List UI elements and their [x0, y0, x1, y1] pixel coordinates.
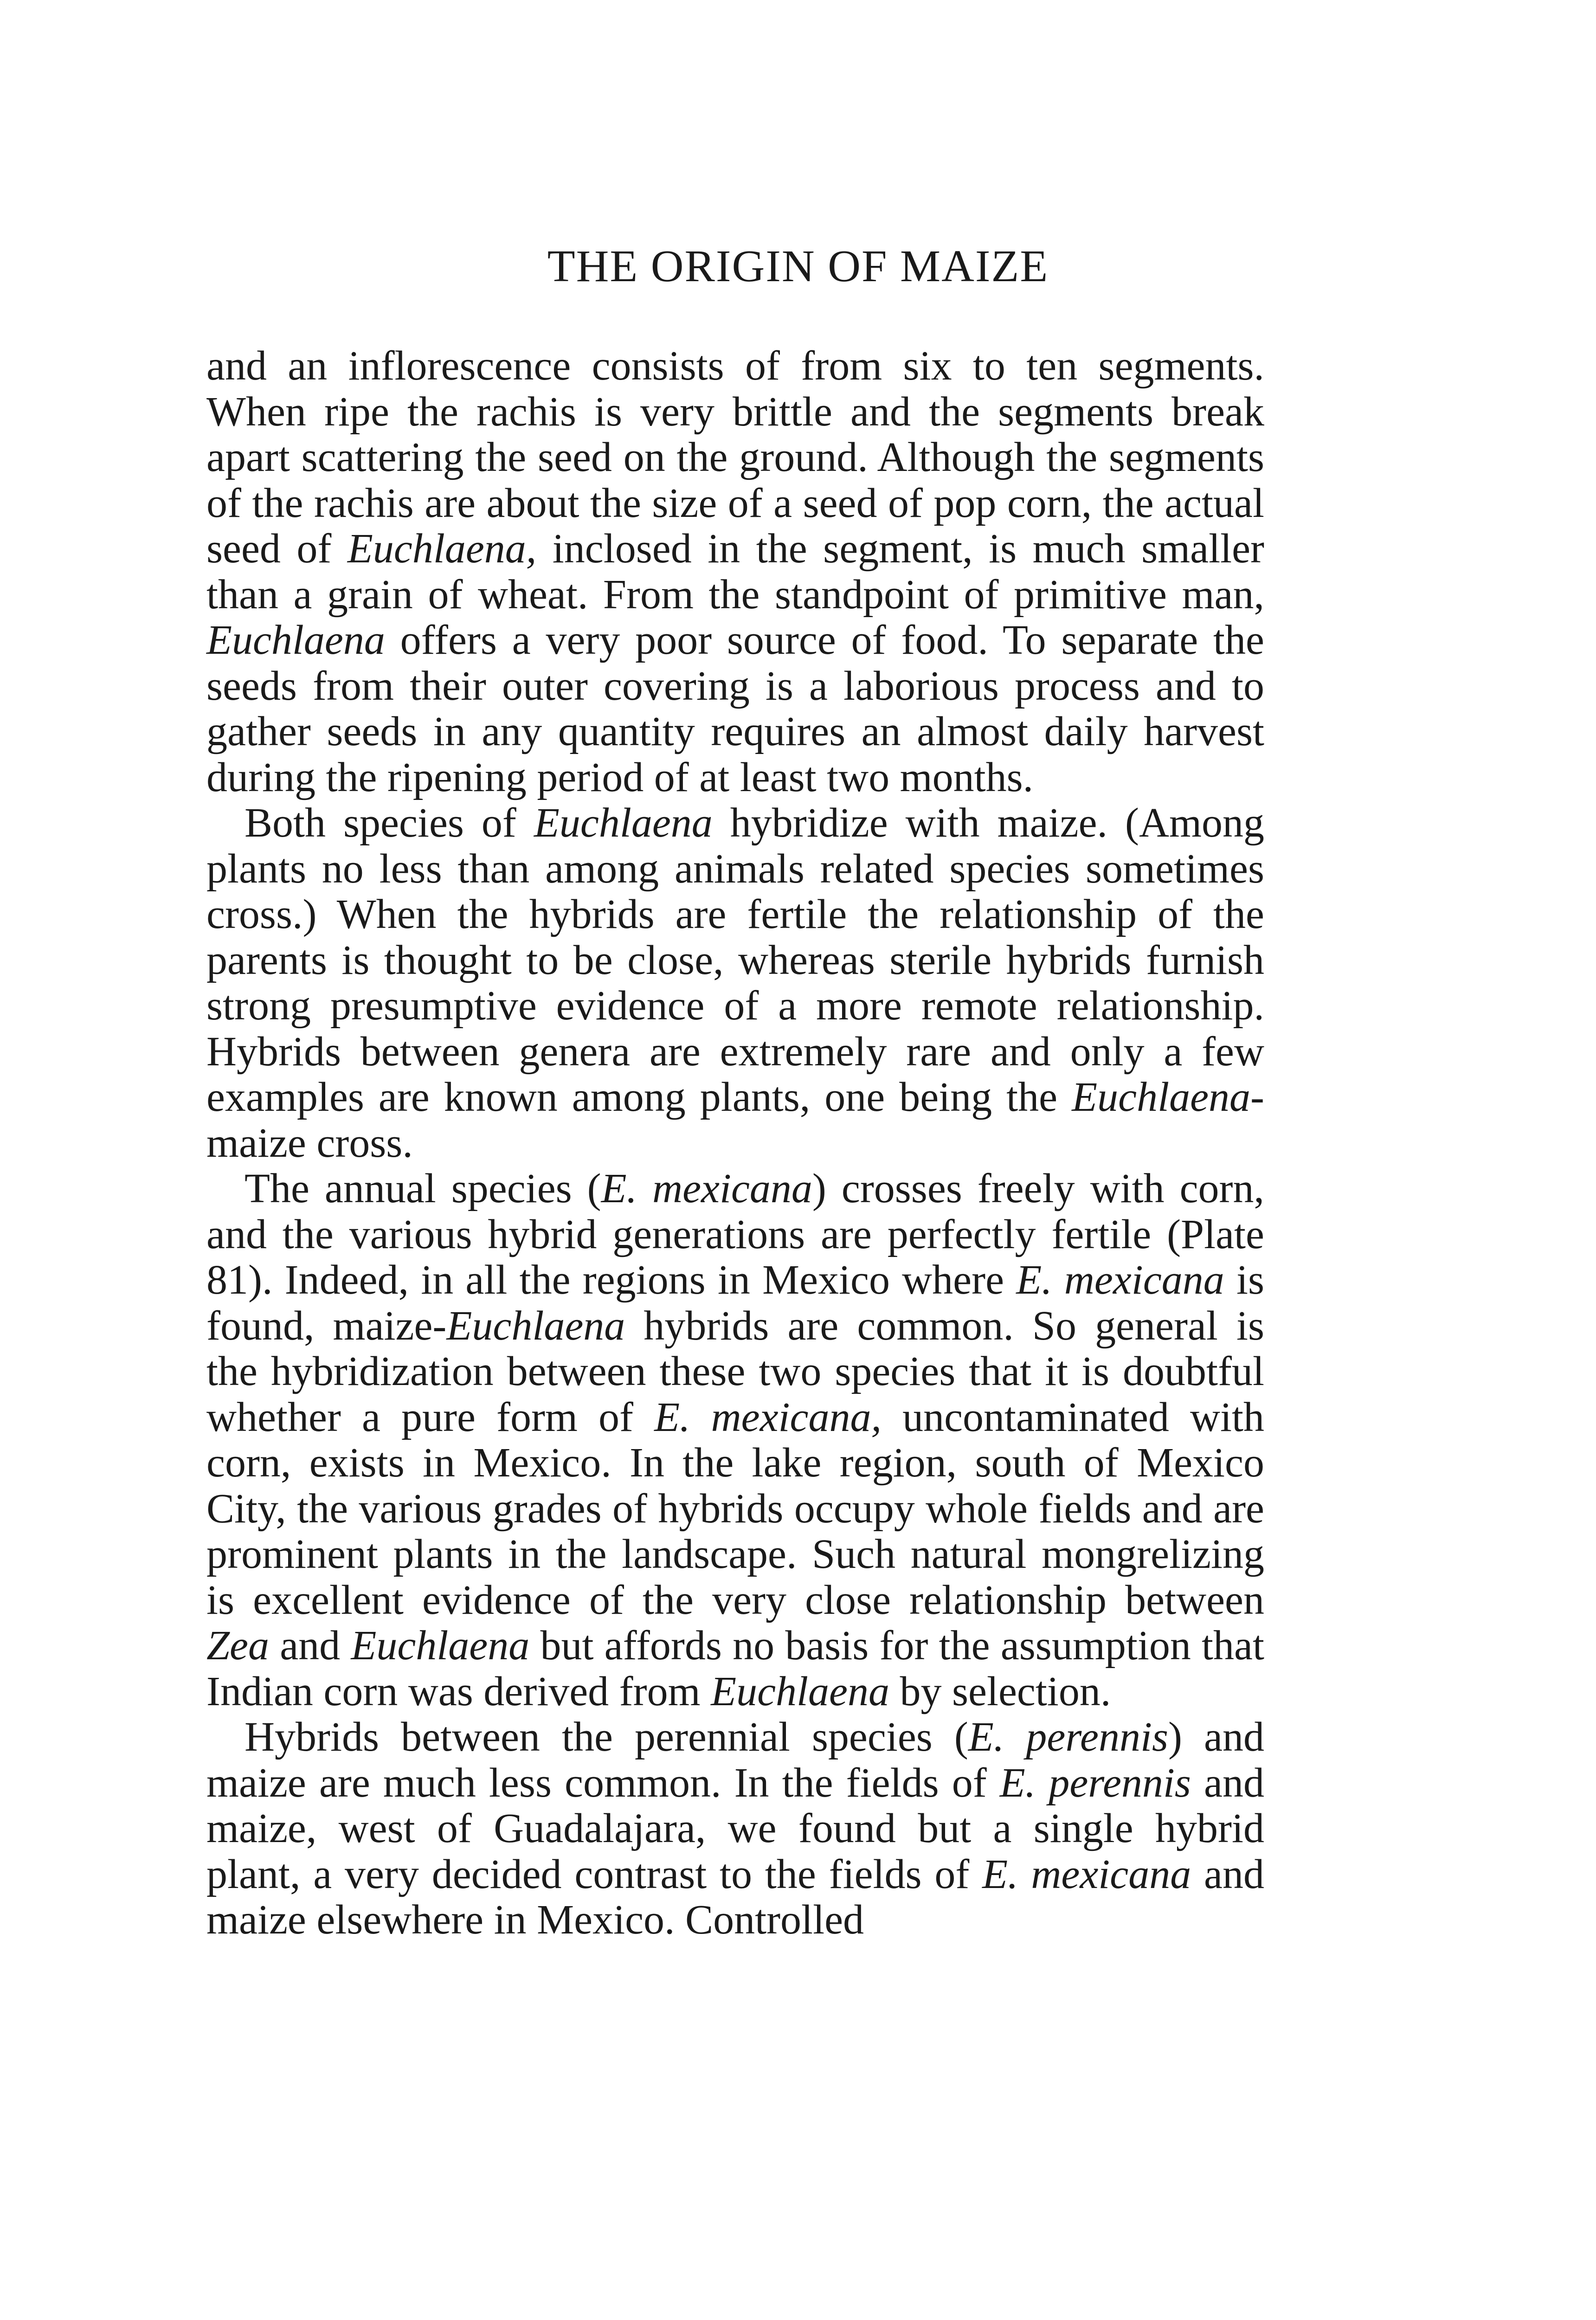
text-run: The annual species (	[245, 1166, 601, 1212]
text-run: ) and maize are much less common. In the fields of	[206, 1714, 1264, 1806]
text-run: inclosed in the segment, is much smaller than a grain of wheat. From the standpoint of primitive man,	[206, 526, 1264, 618]
text-run: Both species of	[245, 800, 534, 846]
text-run: and maize, west of Guadalajara, we found but a single hybrid plant, a very decided contrast to the fields of	[206, 1759, 1264, 1897]
text-run: -maize cross.	[206, 1074, 1264, 1166]
text-run: offers a very poor source of food. To separate the seeds from their outer covering is a laborious process and to gather seeds in any quantity requires an almost daily harvest during the ripening period of at least two months.	[206, 617, 1264, 800]
paragraph-2	[206, 800, 1264, 1166]
italic-term: E. perennis	[968, 1714, 1168, 1760]
text-run: and maize elsewhere in Mexico. Controlled	[206, 1851, 1264, 1943]
body-text	[206, 343, 1264, 1943]
text-run: ) crosses freely with corn, and the various hybrid generations are perfectly fertile (Plate 81). Indeed, in all the regions in Mexico where	[206, 1166, 1264, 1303]
text-run: hybridize with maize. (Among plants no less than among animals related species sometimes cross.) When the hybrids are fertile the relationship of the parents is thought to be close, whereas sterile hybrids furnish strong presumptive evidence of a more remote relationship. Hybrids between genera are extremely rare and only a few examples are known among plants, one being the	[206, 800, 1264, 1120]
running-head-title: THE ORIGIN OF MAIZE	[547, 241, 1049, 291]
italic-term: Euchlaena	[351, 1623, 530, 1669]
text-run: but affords no basis for the assumption that Indian corn was derived from	[206, 1623, 1264, 1714]
italic-term: E. mexicana	[1016, 1257, 1224, 1303]
text-run: and an inflorescence consists of from six to ten segments. When ripe the rachis is very brittle and the segments break apart scattering the seed on the ground. Although the segments of the rachis are about the size of a seed of pop corn, the actual seed of	[206, 343, 1264, 572]
italic-term: Euchlaena	[711, 1668, 889, 1714]
text-run: hybrids are common. So general is the hybridization between these two species that it is doubtful whether a pure form of	[206, 1302, 1265, 1440]
italic-term: Euchlaena	[446, 1302, 625, 1349]
paragraph-3	[206, 1166, 1264, 1714]
italic-term: Zea	[206, 1623, 269, 1669]
text-run: and	[269, 1623, 351, 1669]
italic-term: Euchlaena	[206, 617, 385, 663]
italic-term: Euchlaena	[534, 800, 713, 846]
italic-term: E. mexicana	[982, 1851, 1191, 1897]
text-run: uncontaminated with corn, exists in Mexico. In the lake region, south of Mexico City, the various grades of hybrids occupy whole fields and are prominent plants in the landscape. Such natural mongrelizing is excellent evidence of the very close relationship between	[206, 1394, 1264, 1623]
italic-term: E. mexicana	[601, 1166, 812, 1212]
italic-term: Euchlaena	[1072, 1074, 1251, 1120]
italic-term: E. perennis	[999, 1759, 1191, 1806]
italic-term: E. mexicana,	[654, 1394, 882, 1440]
text-run: is found, maize-	[206, 1257, 1264, 1349]
paragraph-4	[206, 1714, 1264, 1943]
paragraph-1	[206, 343, 1264, 800]
text-run: Hybrids between the perennial species (	[245, 1714, 968, 1760]
text-run: by selection.	[889, 1668, 1111, 1714]
italic-term: Euchlaena,	[347, 526, 537, 572]
